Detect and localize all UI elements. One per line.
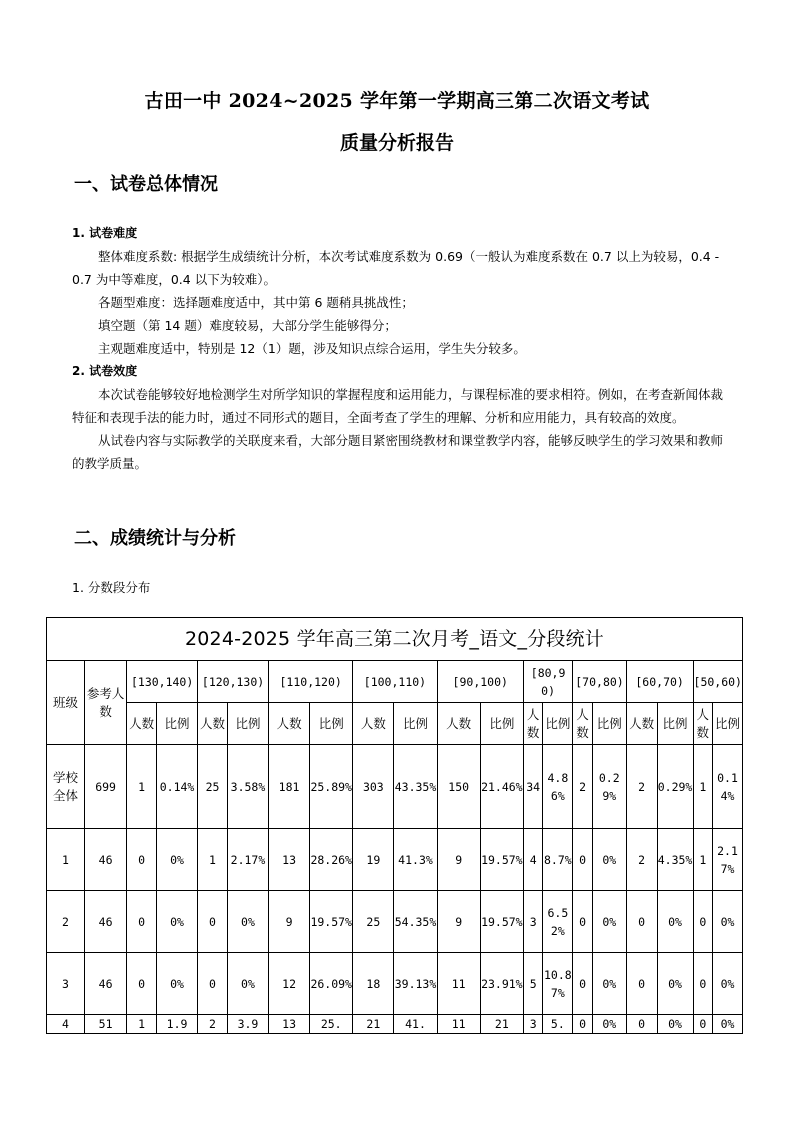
cell-number: 25	[198, 745, 228, 829]
cell-number: 2	[626, 829, 657, 891]
cell-percent: 41.3%	[394, 829, 437, 891]
cell-percent: 2.17%	[227, 829, 268, 891]
header-count: 参考人数	[85, 661, 127, 745]
cell-percent: 43.35%	[394, 745, 437, 829]
header-sub-number: 人数	[127, 703, 157, 745]
cell-percent: 0%	[657, 1015, 693, 1034]
cell-count: 699	[85, 745, 127, 829]
cell-percent: 0%	[227, 891, 268, 953]
header-range: [90,100)	[437, 661, 523, 703]
header-range: [120,130)	[198, 661, 269, 703]
header-range: [110,120)	[269, 661, 353, 703]
header-sub-percent: 比例	[592, 703, 626, 745]
cell-number: 2	[573, 745, 593, 829]
difficulty-line-1: 各题型难度：选择题难度适中，其中第 6 题稍具挑战性；	[98, 295, 414, 310]
header-sub-number: 人数	[437, 703, 480, 745]
cell-number: 0	[693, 891, 713, 953]
cell-class: 2	[47, 891, 85, 953]
cell-number: 34	[523, 745, 543, 829]
cell-number: 18	[353, 953, 394, 1015]
table-row	[47, 1015, 743, 1034]
header-sub-number: 人数	[523, 703, 543, 745]
table-row	[47, 829, 743, 891]
cell-number: 0	[127, 829, 157, 891]
cell-number: 1	[198, 829, 228, 891]
cell-number: 5	[523, 953, 543, 1015]
cell-class: 学校全体	[47, 745, 85, 829]
header-range: [130,140)	[127, 661, 198, 703]
cell-number: 9	[437, 891, 480, 953]
header-sub-number: 人数	[198, 703, 228, 745]
cell-percent: 2.17%	[713, 829, 743, 891]
cell-percent: 1.9	[156, 1015, 197, 1034]
cell-percent: 21.46%	[480, 745, 523, 829]
cell-number: 0	[127, 953, 157, 1015]
header-sub-number: 人数	[353, 703, 394, 745]
cell-percent: 5.	[543, 1015, 573, 1034]
cell-number: 0	[573, 891, 593, 953]
header-sub-number: 人数	[693, 703, 713, 745]
cell-number: 11	[437, 1015, 480, 1034]
cell-percent: 19.57%	[480, 891, 523, 953]
cell-number: 0	[573, 829, 593, 891]
cell-percent: 19.57%	[480, 829, 523, 891]
cell-number: 11	[437, 953, 480, 1015]
header-sub-number: 人数	[573, 703, 593, 745]
cell-percent: 0.14%	[713, 745, 743, 829]
table-row	[47, 891, 743, 953]
cell-percent: 3.9	[227, 1015, 268, 1034]
cell-percent: 0%	[657, 953, 693, 1015]
cell-number: 181	[269, 745, 310, 829]
cell-number: 21	[353, 1015, 394, 1034]
cell-percent: 0%	[156, 953, 197, 1015]
table-header-sub-row	[47, 703, 743, 745]
difficulty-subheading: 1. 试卷难度	[72, 226, 138, 240]
cell-percent: 0%	[713, 891, 743, 953]
cell-class: 4	[47, 1015, 85, 1034]
cell-number: 3	[523, 891, 543, 953]
cell-percent: 0.29%	[592, 745, 626, 829]
table-row	[47, 745, 743, 829]
header-range: [100,110)	[353, 661, 437, 703]
cell-percent: 0%	[156, 829, 197, 891]
score-distribution-table	[46, 617, 743, 1034]
cell-percent: 21	[480, 1015, 523, 1034]
cell-percent: 23.91%	[480, 953, 523, 1015]
cell-number: 0	[693, 1015, 713, 1034]
cell-class: 1	[47, 829, 85, 891]
cell-number: 13	[269, 1015, 310, 1034]
cell-percent: 25.	[310, 1015, 353, 1034]
table-title: 2024-2025 学年高三第二次月考_语文_分段统计	[47, 618, 743, 661]
cell-number: 9	[437, 829, 480, 891]
cell-percent: 39.13%	[394, 953, 437, 1015]
cell-percent: 19.57%	[310, 891, 353, 953]
header-sub-percent: 比例	[394, 703, 437, 745]
validity-paragraph-1: 本次试卷能够较好地检测学生对所学知识的掌握程度和运用能力，与课程标准的要求相符。例如，在考查新闻体裁特征和表现手法的能力时，通过不同形式的题目，全面考查了学生的理解、分析和应用能力，具有较高的效度。	[72, 387, 724, 425]
table-header-range-row	[47, 661, 743, 703]
cell-percent: 0%	[592, 953, 626, 1015]
cell-number: 303	[353, 745, 394, 829]
cell-number: 9	[269, 891, 310, 953]
cell-count: 46	[85, 829, 127, 891]
cell-percent: 26.09%	[310, 953, 353, 1015]
cell-percent: 0%	[156, 891, 197, 953]
cell-number: 0	[198, 953, 228, 1015]
difficulty-paragraph: 整体难度系数: 根据学生成绩统计分析，本次考试难度系数为 0.69（一般认为难度系数在 0.7 以上为较易，0.4 - 0.7 为中等难度，0.4 以下为较难）。	[72, 249, 720, 287]
cell-number: 150	[437, 745, 480, 829]
cell-number: 3	[523, 1015, 543, 1034]
cell-percent: 25.89%	[310, 745, 353, 829]
header-range: [60,70)	[626, 661, 693, 703]
header-sub-percent: 比例	[156, 703, 197, 745]
section2-heading: 二、成绩统计与分析	[74, 528, 236, 549]
header-sub-percent: 比例	[310, 703, 353, 745]
cell-percent: 3.58%	[227, 745, 268, 829]
cell-percent: 4.86%	[543, 745, 573, 829]
header-range: [50,60)	[693, 661, 742, 703]
cell-count: 46	[85, 891, 127, 953]
validity-subheading: 2. 试卷效度	[72, 364, 138, 378]
cell-number: 13	[269, 829, 310, 891]
cell-count: 51	[85, 1015, 127, 1034]
cell-percent: 10.87%	[543, 953, 573, 1015]
header-sub-percent: 比例	[713, 703, 743, 745]
cell-number: 0	[127, 891, 157, 953]
section1-body	[72, 222, 728, 475]
cell-percent: 0%	[657, 891, 693, 953]
cell-count: 46	[85, 953, 127, 1015]
cell-number: 1	[127, 1015, 157, 1034]
validity-paragraph-2: 从试卷内容与实际教学的关联度来看，大部分题目紧密围绕教材和课堂教学内容，能够反映学生的学习效果和教师的教学质量。	[72, 433, 724, 471]
cell-percent: 54.35%	[394, 891, 437, 953]
header-sub-percent: 比例	[480, 703, 523, 745]
cell-percent: 0%	[592, 891, 626, 953]
cell-number: 19	[353, 829, 394, 891]
cell-number: 0	[573, 953, 593, 1015]
table-row	[47, 953, 743, 1015]
table-title-row	[47, 618, 743, 661]
cell-percent: 0%	[713, 1015, 743, 1034]
header-sub-percent: 比例	[543, 703, 573, 745]
header-sub-percent: 比例	[657, 703, 693, 745]
cell-percent: 4.35%	[657, 829, 693, 891]
cell-class: 3	[47, 953, 85, 1015]
cell-percent: 0%	[227, 953, 268, 1015]
header-range: [80,90)	[523, 661, 572, 703]
cell-number: 0	[693, 953, 713, 1015]
cell-number: 25	[353, 891, 394, 953]
cell-percent: 0%	[592, 1015, 626, 1034]
cell-percent: 0%	[592, 829, 626, 891]
score-distribution-table-wrapper	[46, 617, 743, 1034]
cell-percent: 0%	[713, 953, 743, 1015]
cell-percent: 0.29%	[657, 745, 693, 829]
cell-number: 0	[573, 1015, 593, 1034]
header-range: [70,80)	[573, 661, 626, 703]
cell-percent: 6.52%	[543, 891, 573, 953]
cell-percent: 28.26%	[310, 829, 353, 891]
cell-number: 0	[198, 891, 228, 953]
header-class: 班级	[47, 661, 85, 745]
cell-number: 1	[693, 745, 713, 829]
cell-number: 2	[626, 745, 657, 829]
cell-number: 1	[693, 829, 713, 891]
document-title: 古田一中 2024~2025 学年第一学期高三第二次语文考试	[144, 90, 650, 112]
cell-number: 0	[626, 953, 657, 1015]
cell-number: 1	[127, 745, 157, 829]
cell-percent: 8.7%	[543, 829, 573, 891]
section1-heading: 一、试卷总体情况	[74, 174, 218, 195]
cell-number: 4	[523, 829, 543, 891]
header-sub-number: 人数	[269, 703, 310, 745]
cell-percent: 41.	[394, 1015, 437, 1034]
header-sub-percent: 比例	[227, 703, 268, 745]
cell-number: 0	[626, 1015, 657, 1034]
cell-number: 0	[626, 891, 657, 953]
document-subtitle: 质量分析报告	[339, 132, 454, 154]
cell-number: 2	[198, 1015, 228, 1034]
header-sub-number: 人数	[626, 703, 657, 745]
cell-number: 12	[269, 953, 310, 1015]
difficulty-line-3: 主观题难度适中，特别是 12（1）题，涉及知识点综合运用，学生失分较多。	[98, 341, 526, 356]
distribution-subheading: 1. 分数段分布	[72, 580, 151, 595]
difficulty-line-2: 填空题（第 14 题）难度较易，大部分学生能够得分；	[98, 318, 397, 333]
cell-percent: 0.14%	[156, 745, 197, 829]
